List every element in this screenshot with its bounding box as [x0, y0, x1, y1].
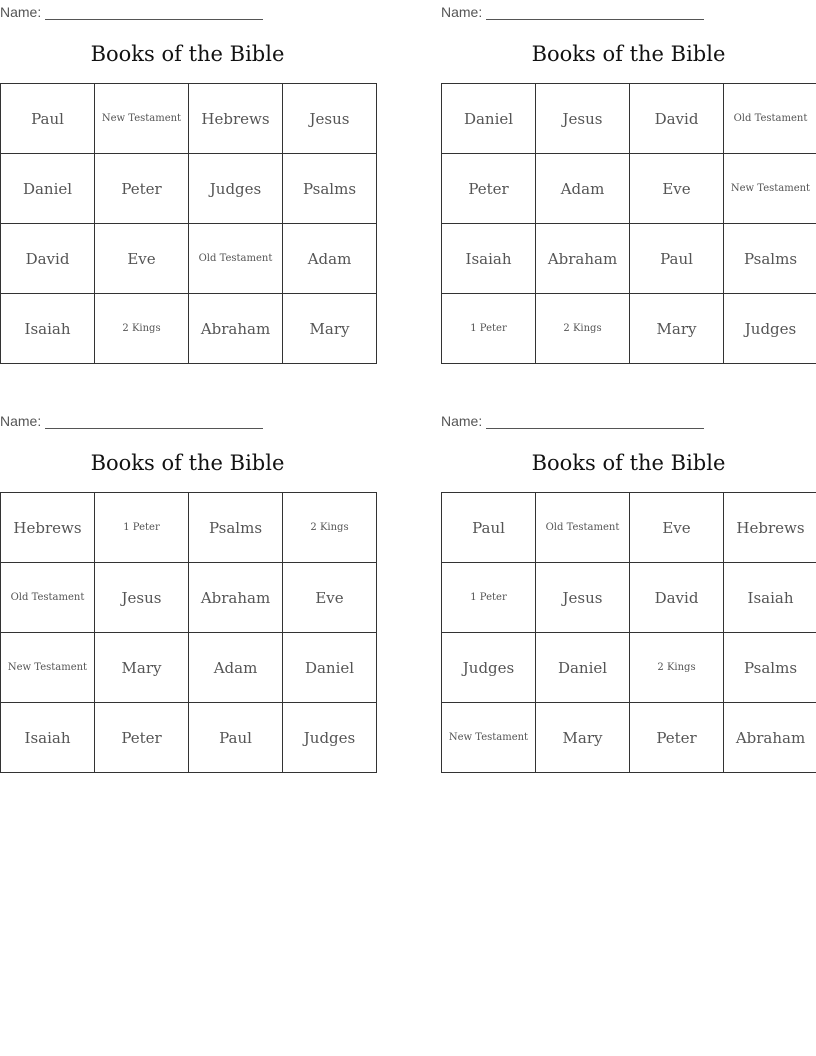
grid-cell: Psalms: [189, 493, 283, 563]
grid-cell: Adam: [283, 224, 377, 294]
grid-cell: Isaiah: [442, 224, 536, 294]
grid-cell: Judges: [283, 703, 377, 773]
name-blank-line[interactable]: [486, 6, 704, 20]
grid-cell: Abraham: [724, 703, 816, 773]
grid-cell: Daniel: [442, 84, 536, 154]
name-label: Name:: [441, 4, 483, 20]
name-blank-line[interactable]: [45, 6, 263, 20]
grid-cell: Paul: [442, 493, 536, 563]
grid-cell: Paul: [189, 703, 283, 773]
grid-cell: Peter: [442, 154, 536, 224]
card-title: Books of the Bible: [90, 42, 285, 66]
grid-cell: Jesus: [283, 84, 377, 154]
grid-cell: Judges: [724, 294, 816, 364]
grid-row: [1, 84, 377, 154]
grid-row: [442, 563, 816, 633]
name-field[interactable]: [441, 2, 704, 20]
bingo-grid: [0, 83, 377, 364]
grid-row: [442, 224, 816, 294]
grid-cell: New Testament: [95, 84, 189, 154]
grid-cell: Daniel: [283, 633, 377, 703]
grid-cell: New Testament: [1, 633, 95, 703]
grid-cell: Mary: [630, 294, 724, 364]
bingo-card: [441, 409, 816, 774]
grid-cell: Mary: [536, 703, 630, 773]
name-label: Name:: [441, 413, 483, 429]
grid-cell: David: [630, 84, 724, 154]
bingo-grid: [0, 492, 377, 773]
grid-cell: Abraham: [189, 294, 283, 364]
name-label: Name:: [0, 413, 42, 429]
grid-cell: 2 Kings: [283, 493, 377, 563]
bingo-card: [0, 0, 375, 365]
grid-cell: Psalms: [724, 224, 816, 294]
grid-cell: Hebrews: [1, 493, 95, 563]
grid-cell: 2 Kings: [95, 294, 189, 364]
grid-cell: Adam: [536, 154, 630, 224]
grid-cell: Psalms: [283, 154, 377, 224]
grid-cell: Old Testament: [536, 493, 630, 563]
grid-cell: Daniel: [536, 633, 630, 703]
grid-row: [1, 633, 377, 703]
grid-cell: Hebrews: [724, 493, 816, 563]
name-field[interactable]: [0, 411, 263, 429]
card-title: Books of the Bible: [90, 451, 285, 475]
grid-cell: Isaiah: [1, 703, 95, 773]
name-field[interactable]: [441, 411, 704, 429]
grid-cell: Adam: [189, 633, 283, 703]
grid-cell: Peter: [95, 703, 189, 773]
grid-cell: Judges: [442, 633, 536, 703]
grid-cell: 1 Peter: [442, 563, 536, 633]
grid-cell: David: [1, 224, 95, 294]
grid-cell: Eve: [95, 224, 189, 294]
grid-cell: Peter: [95, 154, 189, 224]
grid-cell: 2 Kings: [630, 633, 724, 703]
grid-row: [442, 84, 816, 154]
grid-cell: Old Testament: [189, 224, 283, 294]
grid-cell: Jesus: [95, 563, 189, 633]
grid-row: [1, 224, 377, 294]
name-blank-line[interactable]: [486, 415, 704, 429]
grid-cell: Mary: [95, 633, 189, 703]
grid-cell: Eve: [630, 154, 724, 224]
grid-cell: New Testament: [724, 154, 816, 224]
grid-row: [1, 563, 377, 633]
grid-row: [442, 294, 816, 364]
grid-cell: Abraham: [189, 563, 283, 633]
name-field[interactable]: [0, 2, 263, 20]
grid-cell: Eve: [630, 493, 724, 563]
grid-cell: Paul: [630, 224, 724, 294]
grid-row: [1, 493, 377, 563]
grid-cell: Hebrews: [189, 84, 283, 154]
grid-cell: Old Testament: [1, 563, 95, 633]
bingo-grid: [441, 492, 816, 773]
name-blank-line[interactable]: [45, 415, 263, 429]
grid-cell: Abraham: [536, 224, 630, 294]
card-title: Books of the Bible: [531, 42, 726, 66]
grid-cell: David: [630, 563, 724, 633]
grid-cell: Jesus: [536, 563, 630, 633]
name-label: Name:: [0, 4, 42, 20]
grid-row: [442, 633, 816, 703]
grid-cell: Isaiah: [1, 294, 95, 364]
grid-cell: 1 Peter: [442, 294, 536, 364]
grid-cell: Peter: [630, 703, 724, 773]
grid-cell: Psalms: [724, 633, 816, 703]
bingo-card: [441, 0, 816, 365]
card-title: Books of the Bible: [531, 451, 726, 475]
grid-row: [1, 294, 377, 364]
grid-cell: 1 Peter: [95, 493, 189, 563]
grid-row: [442, 703, 816, 773]
grid-cell: Jesus: [536, 84, 630, 154]
grid-cell: New Testament: [442, 703, 536, 773]
grid-cell: Mary: [283, 294, 377, 364]
grid-row: [442, 493, 816, 563]
grid-cell: Judges: [189, 154, 283, 224]
grid-cell: Eve: [283, 563, 377, 633]
bingo-card: [0, 409, 375, 774]
grid-cell: Old Testament: [724, 84, 816, 154]
grid-row: [1, 154, 377, 224]
grid-cell: Isaiah: [724, 563, 816, 633]
grid-cell: 2 Kings: [536, 294, 630, 364]
bingo-grid: [441, 83, 816, 364]
grid-row: [1, 703, 377, 773]
grid-cell: Paul: [1, 84, 95, 154]
grid-cell: Daniel: [1, 154, 95, 224]
grid-row: [442, 154, 816, 224]
